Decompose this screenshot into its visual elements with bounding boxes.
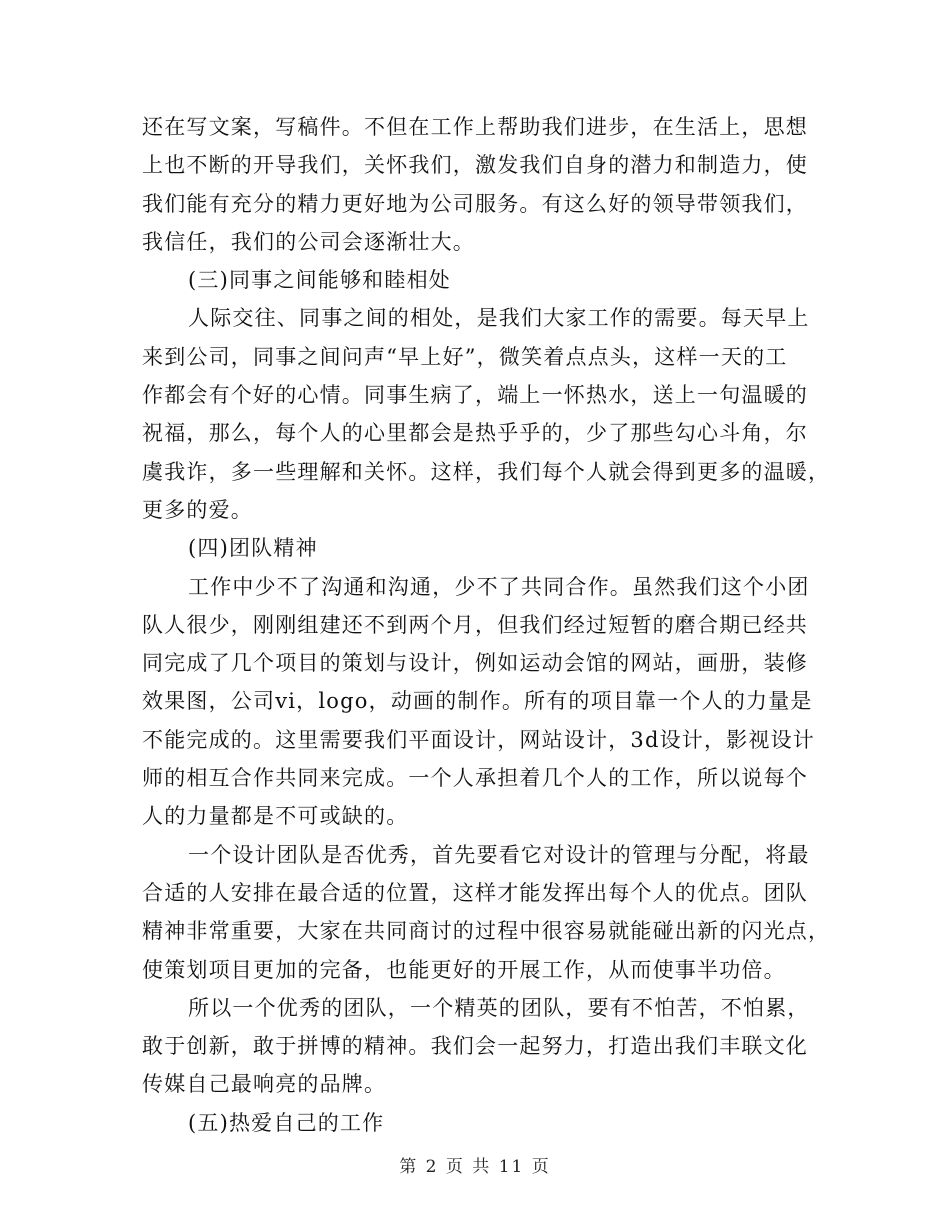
text-line: 不能完成的。这里需要我们平面设计，网站设计，3d设计，影视设计 xyxy=(142,727,816,752)
text-line: 队人很少，刚刚组建还不到两个月，但我们经过短暂的磨合期已经共 xyxy=(142,612,808,637)
text-line: 虞我诈，多一些理解和关怀。这样，我们每个人就会得到更多的温暖， xyxy=(142,459,831,484)
text-line: 师的相互合作共同来完成。一个人承担着几个人的工作，所以说每个 xyxy=(142,766,808,791)
text-line: 作都会有个好的心情。同事生病了，端上一怀热水，送上一句温暖的 xyxy=(142,383,808,408)
text-line: 人的力量都是不可或缺的。 xyxy=(142,804,409,829)
text-line: 合适的人安排在最合适的位置，这样才能发挥出每个人的优点。团队 xyxy=(142,880,808,905)
text-line: 祝福，那么，每个人的心里都会是热乎乎的，少了那些勾心斗角，尔 xyxy=(142,421,808,446)
text-line: 我信任，我们的公司会逐渐壮大。 xyxy=(142,229,475,254)
text-line: 来到公司，同事之间问声“早上好”，微笑着点点头，这样一天的工 xyxy=(142,344,788,369)
text-line: 效果图，公司vi，logo，动画的制作。所有的项目靠一个人的力量是 xyxy=(142,689,813,714)
text-line: 人际交往、同事之间的相处，是我们大家工作的需要。每天早上 xyxy=(188,306,810,331)
text-line: 上也不断的开导我们，关怀我们，激发我们自身的潜力和制造力，使 xyxy=(142,153,808,178)
text-line: 工作中少不了沟通和沟通，少不了共同合作。虽然我们这个小团 xyxy=(188,574,810,599)
document-body xyxy=(142,108,831,1142)
page-number-footer: 第 2 页 共 11 页 xyxy=(399,1157,551,1177)
text-line: 更多的爱。 xyxy=(142,497,253,522)
text-line: (三)同事之间能够和睦相处 xyxy=(188,268,451,293)
text-line: 精神非常重要，大家在共同商讨的过程中很容易就能碰出新的闪光点， xyxy=(142,919,831,944)
text-line: 使策划项目更加的完备，也能更好的开展工作，从而使事半功倍。 xyxy=(142,957,786,982)
text-line: 所以一个优秀的团队，一个精英的团队，要有不怕苦，不怕累， xyxy=(188,995,810,1020)
text-line: 一个设计团队是否优秀，首先要看它对设计的管理与分配，将最 xyxy=(188,842,810,867)
text-line: 同完成了几个项目的策划与设计，例如运动会馆的网站，画册，装修 xyxy=(142,651,808,676)
text-line: 敢于创新，敢于拼博的精神。我们会一起努力，打造出我们丰联文化 xyxy=(142,1034,808,1059)
text-line: (五)热爱自己的工作 xyxy=(188,1110,385,1135)
text-line: 传媒自己最响亮的品牌。 xyxy=(142,1072,387,1097)
text-line: 还在写文案，写稿件。不但在工作上帮助我们进步，在生活上，思想 xyxy=(142,115,808,139)
text-line: (四)团队精神 xyxy=(188,536,318,561)
text-line: 我们能有充分的精力更好地为公司服务。有这么好的领导带领我们， xyxy=(142,191,808,216)
